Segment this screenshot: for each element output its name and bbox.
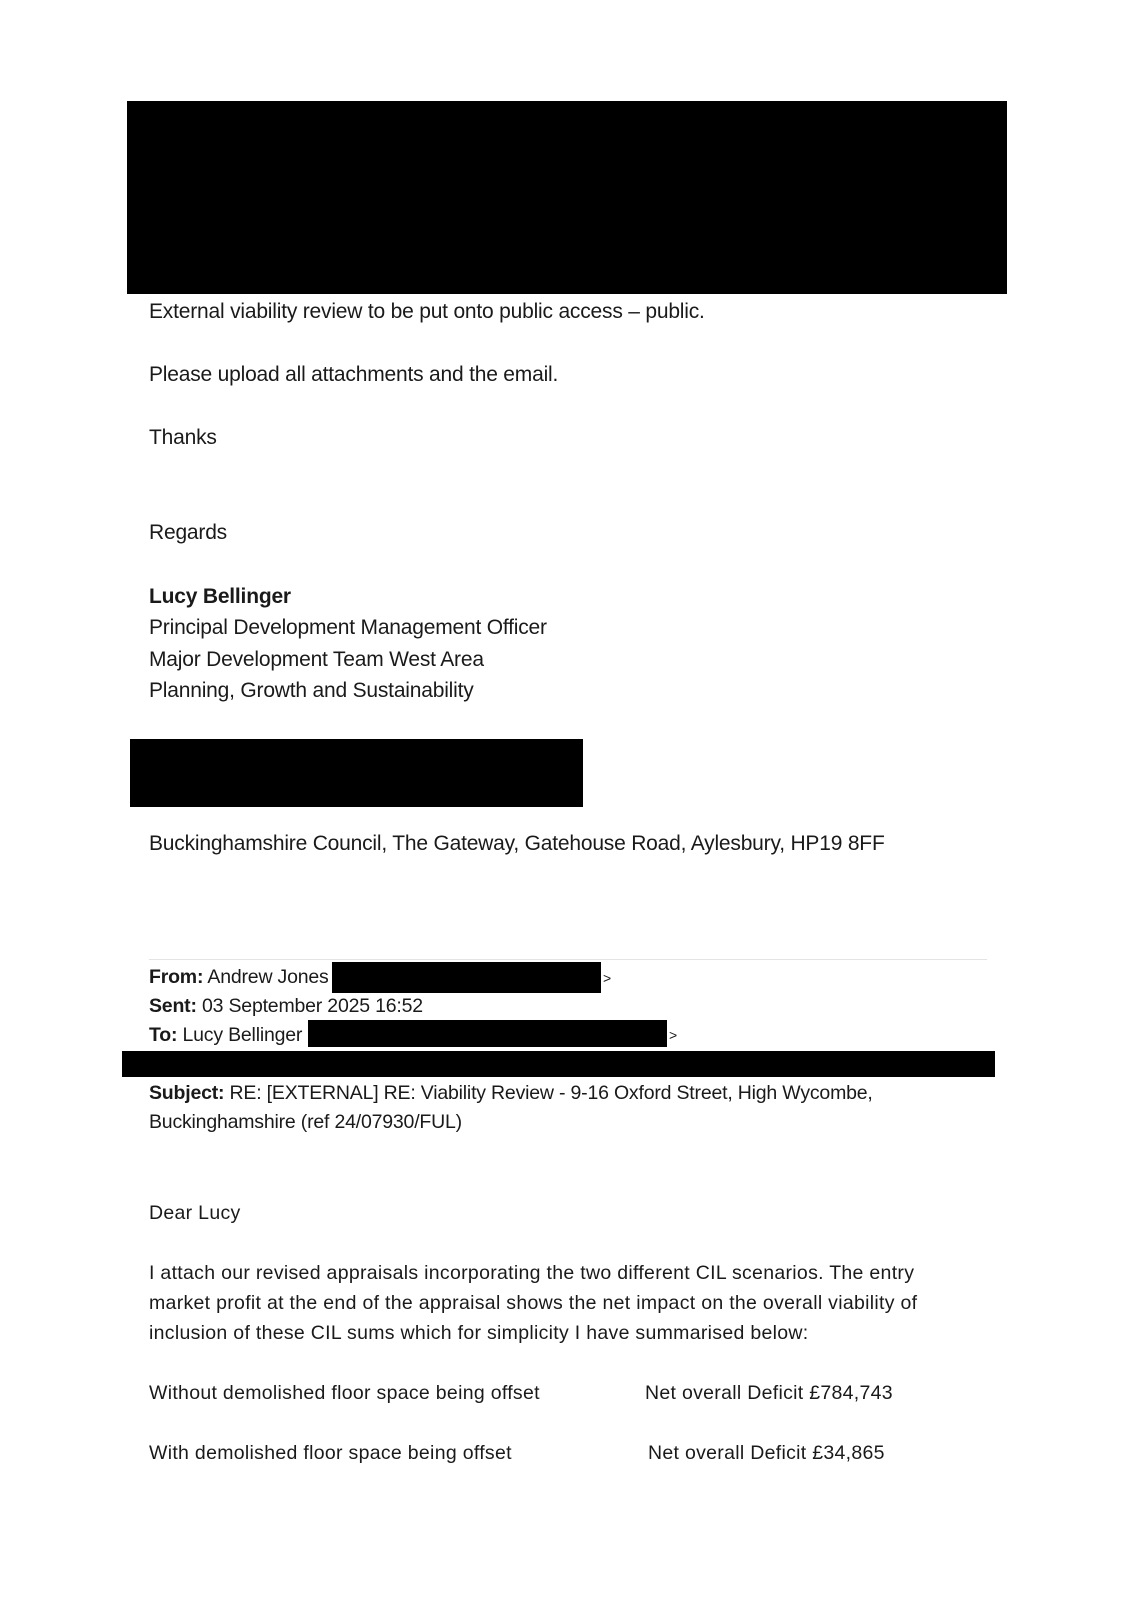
- summary-row: [149, 1382, 893, 1405]
- subject-label: Subject:: [149, 1082, 225, 1104]
- redaction-block-signature: [130, 739, 583, 807]
- subject-line-2: Buckinghamshire (ref 24/07930/FUL): [149, 1111, 462, 1133]
- email-greeting: Dear Lucy: [149, 1202, 241, 1224]
- header-divider: [149, 959, 987, 960]
- summary-row-value: Net overall Deficit £34,865: [648, 1442, 885, 1464]
- signature-department: Planning, Growth and Sustainability: [149, 679, 474, 702]
- summary-row: [149, 1442, 885, 1465]
- subject-line-1: RE: [EXTERNAL] RE: Viability Review - 9-16 Oxford Street, High Wycombe,: [229, 1082, 873, 1104]
- to-value: Lucy Bellinger: [182, 1024, 303, 1046]
- signature-address: Buckinghamshire Council, The Gateway, Gatehouse Road, Aylesbury, HP19 8FF: [149, 832, 885, 855]
- header-from: [149, 963, 329, 992]
- signature-team: Major Development Team West Area: [149, 648, 484, 671]
- redaction-to-email: [308, 1020, 667, 1047]
- note-regards: Regards: [149, 521, 227, 544]
- note-line-2: Please upload all attachments and the email.: [149, 363, 559, 386]
- redaction-cc-line: [122, 1051, 995, 1077]
- to-label: To:: [149, 1024, 178, 1046]
- summary-row-label: Without demolished floor space being offset: [149, 1382, 540, 1404]
- email-paragraph-line-1: I attach our revised appraisals incorporating the two different CIL scenarios. The entry: [149, 1262, 915, 1284]
- summary-row-label: With demolished floor space being offset: [149, 1442, 512, 1464]
- from-angle: >: [603, 970, 611, 986]
- summary-row-value: Net overall Deficit £784,743: [645, 1382, 893, 1404]
- to-angle: >: [669, 1027, 677, 1043]
- sent-label: Sent:: [149, 995, 197, 1017]
- sent-value: 03 September 2025 16:52: [201, 995, 423, 1017]
- from-label: From:: [149, 966, 204, 988]
- redaction-from-email: [332, 962, 601, 993]
- redaction-block-top: [127, 101, 1007, 294]
- header-sent: [149, 992, 423, 1021]
- email-paragraph-line-2: market profit at the end of the appraisal shows the net impact on the overall viability of: [149, 1292, 918, 1314]
- note-line-1: External viability review to be put onto public access – public.: [149, 300, 705, 323]
- note-line-3: Thanks: [149, 426, 217, 449]
- from-value: Andrew Jones: [207, 966, 329, 988]
- email-paragraph-line-3: inclusion of these CIL sums which for simplicity I have summarised below:: [149, 1322, 809, 1344]
- header-to: [149, 1021, 302, 1050]
- signature-name: Lucy Bellinger: [149, 585, 291, 608]
- signature-title: Principal Development Management Officer: [149, 616, 547, 639]
- header-subject: [149, 1079, 873, 1108]
